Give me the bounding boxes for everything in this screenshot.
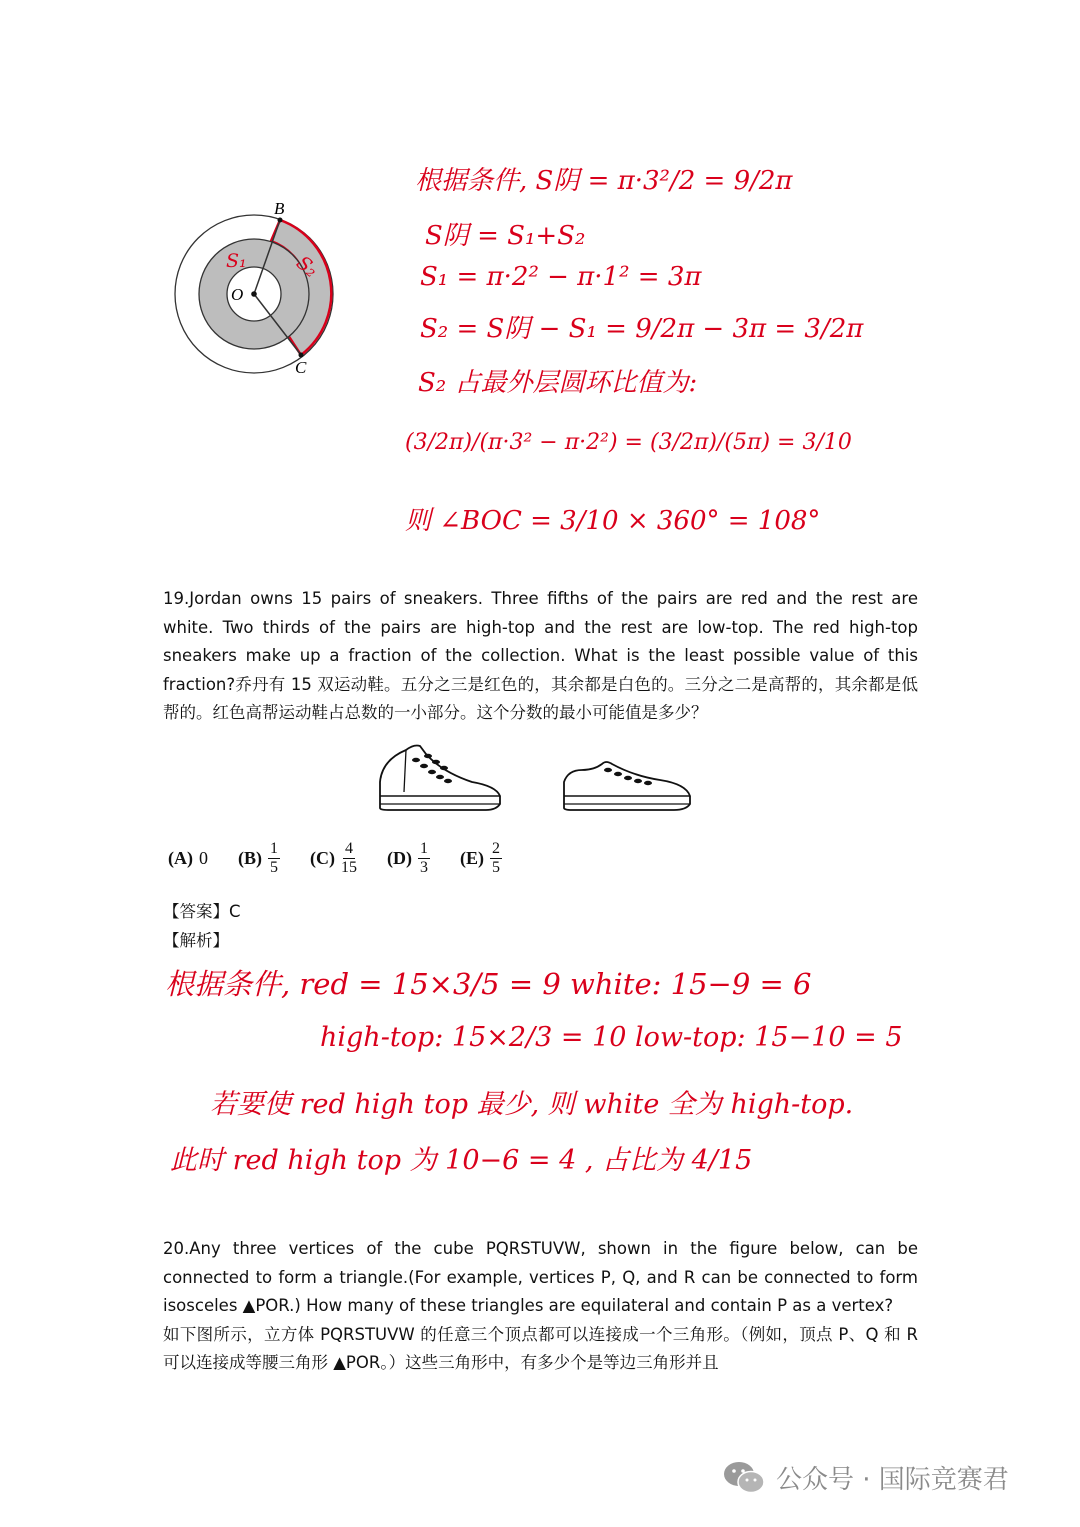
label-c: C bbox=[295, 358, 307, 377]
ring-figure bbox=[170, 195, 340, 380]
choice-b: (B) $\frac{1}{5}$ bbox=[238, 840, 278, 876]
high-top-sneaker-icon bbox=[376, 742, 504, 814]
label-s2: S₂ bbox=[291, 251, 322, 282]
q19-solution-line-2: high-top: 15×2/3 = 10 low-top: 15−10 = 5 bbox=[320, 1022, 903, 1053]
watermark-text: 公众号 · 国际竞赛君 bbox=[776, 1465, 1009, 1495]
choice-d: (D) $\frac{1}{3}$ bbox=[387, 840, 428, 876]
q18-solution-line-5: S₂ 占最外层圆环比值为: bbox=[418, 368, 698, 398]
watermark bbox=[722, 1459, 1009, 1496]
choice-e: (E) $\frac{2}{5}$ bbox=[460, 840, 500, 876]
q20-question-en: 20.Any three vertices of the cube PQRSTUVW, shown in the figure below, can be connected to form a triangle.(For example, vertices P, Q, and R can be connected to form isosceles ▲POR.) How many of these triangles are equilateral and contain P as a vertex? bbox=[163, 1239, 918, 1315]
answer-choices bbox=[168, 840, 532, 877]
q18-solution-line-1: 根据条件, S阴 = π·3²/2 = 9/2π bbox=[415, 166, 793, 196]
q19-solution-line-3: 若要使 red high top 最少, 则 white 全为 high-top. bbox=[210, 1089, 854, 1120]
choice-a: (A) 0 bbox=[168, 848, 208, 868]
q19-solution-line-4: 此时 red high top 为 10−6 = 4 , 占比为 4/15 bbox=[170, 1145, 753, 1176]
q19-solution-line-1: 根据条件, red = 15×3/5 = 9 white: 15−9 = 6 bbox=[165, 967, 812, 1001]
answer-label: 【答案】 bbox=[163, 902, 229, 921]
label-o: O bbox=[231, 285, 244, 304]
choice-c: (C) $\frac{4}{15}$ bbox=[310, 840, 357, 876]
q18-solution-line-7: 则 ∠BOC = 3/10 × 360° = 108° bbox=[405, 506, 821, 536]
q20-text bbox=[163, 1235, 918, 1378]
label-s1: S₁ bbox=[226, 250, 247, 272]
wechat-icon bbox=[722, 1460, 766, 1496]
low-top-sneaker-icon bbox=[560, 758, 694, 814]
answer-value: C bbox=[229, 902, 241, 921]
answer-line bbox=[163, 898, 241, 922]
q19-text bbox=[163, 585, 918, 728]
q18-solution-line-3: S₁ = π·2² − π·1² = 3π bbox=[420, 262, 702, 292]
q18-solution-line-6: (3/2π)/(π·3² − π·2²) = (3/2π)/(5π) = 3/10 bbox=[405, 430, 852, 455]
label-b: B bbox=[274, 199, 285, 218]
q18-solution-line-2: S阴 = S₁+S₂ bbox=[425, 221, 586, 251]
q19-question: 19.Jordan owns 15 pairs of sneakers. Three fifths of the pairs are red and the rest are white. Two thirds of the pairs are high-top and the rest are low-top. The red high-top sneakers make up a fraction of the collection. What is the least possible value of this fraction?乔丹有 15 双运动鞋。五分之三是红色的，其余都是白色的。三分之二是高帮的，其余都是低帮的。红色高帮运动鞋占总数的一小部分。这个分数的最小可能值是多少？ bbox=[163, 589, 918, 722]
q18-solution-line-4: S₂ = S阴 − S₁ = 9/2π − 3π = 3/2π bbox=[420, 314, 864, 344]
q20-question-cn: 如下图所示，立方体 PQRSTUVW 的任意三个顶点都可以连接成一个三角形。（例如，顶点 P、Q 和 R 可以连接成等腰三角形 ▲POR。）这些三角形中，有多少个是等边三角形并且 bbox=[163, 1324, 918, 1372]
analysis-label: 【解析】 bbox=[163, 931, 229, 950]
